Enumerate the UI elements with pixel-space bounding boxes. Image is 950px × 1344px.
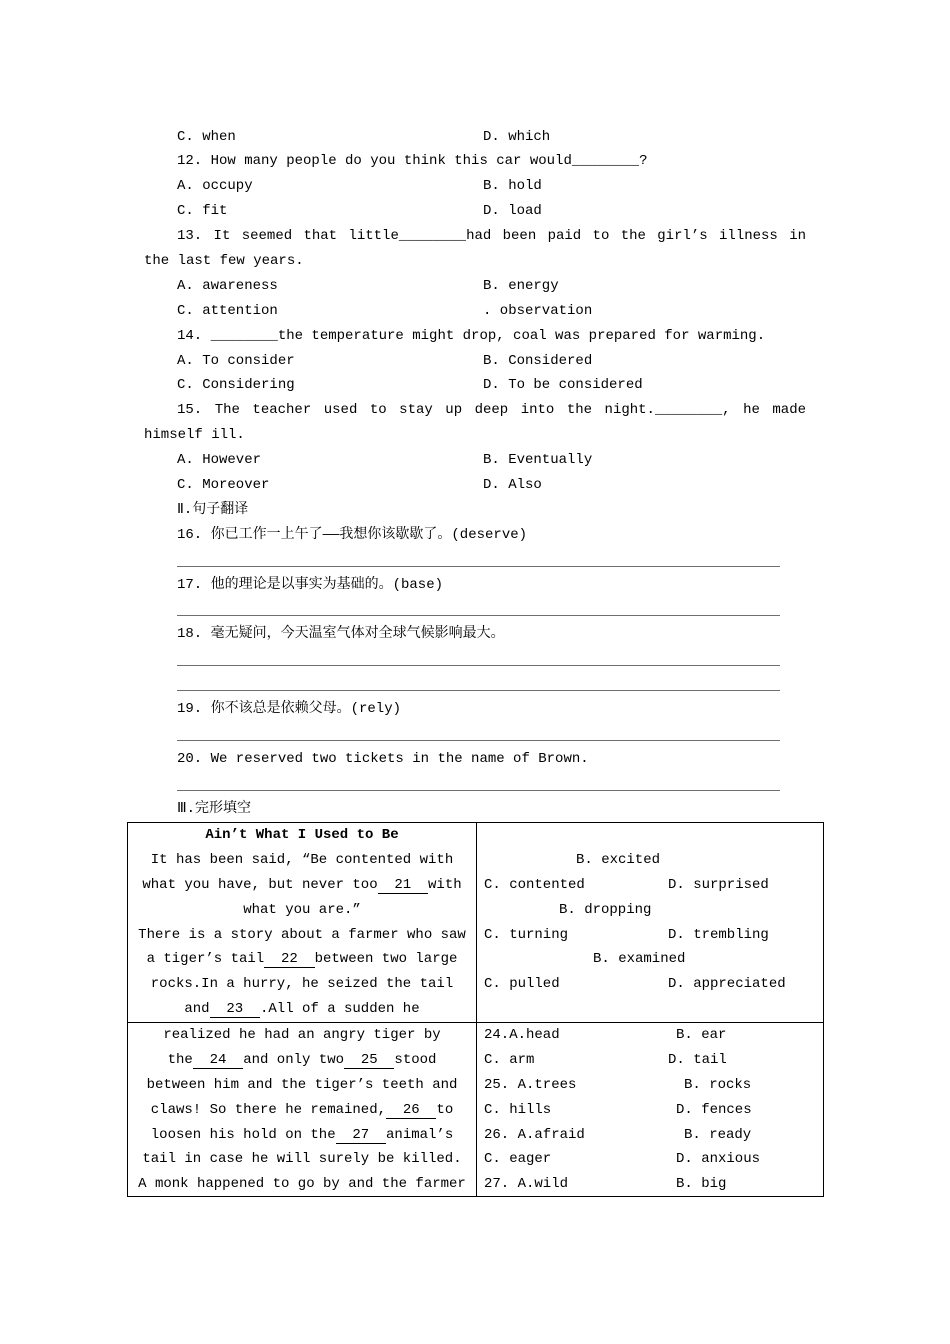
options-line [477, 1048, 823, 1073]
passage-text: what you are.” [243, 901, 361, 918]
q12-option-d: D. load [483, 203, 542, 220]
options-line [477, 873, 823, 898]
q24-option-d: D. tail [668, 1051, 727, 1068]
q25-option-b: B. rocks [684, 1076, 752, 1093]
passage-line [128, 1023, 476, 1048]
passage-text: a tiger’s tail [146, 951, 265, 968]
answer-line [177, 548, 780, 567]
q11-options-row [144, 125, 806, 150]
q27-option-b: B. big [676, 1176, 727, 1193]
passage-line [128, 1073, 476, 1098]
q12-options-row-cd [144, 199, 806, 224]
passage-text: between him and the tiger’s teeth and [146, 1076, 458, 1093]
q25-option-c: C. hills [484, 1101, 552, 1118]
passage-text: claws! So there he remained, [150, 1101, 387, 1118]
passage-text: .All of a sudden he [259, 1001, 420, 1018]
translation-prompt-18: 18. 毫无疑问，今天温室气体对全球气候影响最大。 [177, 626, 505, 643]
passage-text: rocks.In a hurry, he seized the tail [150, 976, 454, 993]
q25-option-d: D. fences [676, 1101, 752, 1118]
cloze-blank-22: 22 [264, 951, 314, 968]
q15-stem-line1: 15. The teacher used to stay up deep into the night.________, he made [177, 402, 806, 419]
passage-text: loosen his hold on the [150, 1126, 336, 1143]
answer-line [177, 772, 780, 791]
options-line [477, 1023, 823, 1048]
q15-option-b: B. Eventually [483, 452, 593, 469]
options-line [477, 898, 823, 923]
q22-option-d: D. trembling [668, 926, 769, 943]
q13-options-row-ab [144, 274, 806, 299]
cloze-title: Ain’t What I Used to Be [205, 827, 399, 843]
q27-option-a: 27. A.wild [484, 1176, 569, 1193]
q25-option-a: 25. A.trees [484, 1076, 577, 1093]
options-line [477, 1147, 823, 1172]
q14-stem: 14. ________the temperature might drop, coal was prepared for warming. [177, 327, 766, 344]
q15-options-row-cd [144, 473, 806, 498]
q26-option-a: 26. A.afraid [484, 1126, 585, 1143]
passage-line [128, 997, 476, 1022]
passage-line [128, 1123, 476, 1148]
cloze-blank-27: 27 [336, 1127, 386, 1144]
passage-line [128, 1172, 476, 1197]
cloze-table [127, 822, 824, 1197]
options-line [477, 848, 823, 873]
q26-option-b: B. ready [684, 1126, 752, 1143]
passage-line [128, 873, 476, 898]
q23-option-d: D. appreciated [668, 976, 786, 993]
q12-option-a: A. occupy [177, 178, 253, 195]
cloze-options-cell [477, 1023, 823, 1196]
passage-text: It has been said, “Be contented with [150, 851, 454, 868]
translation-heading: Ⅱ.句子翻译 [177, 501, 249, 518]
q26-option-c: C. eager [484, 1151, 552, 1168]
q11-option-d: D. which [483, 128, 551, 145]
passage-line [128, 898, 476, 923]
q13-options-row-cd [144, 299, 806, 324]
q24-option-c: C. arm [484, 1051, 535, 1068]
q23-option-b: B. examined [593, 951, 686, 968]
cloze-blank-21: 21 [378, 877, 428, 894]
q21-option-b: B. excited [576, 851, 661, 868]
cloze-passage-cell [128, 1023, 477, 1196]
q15-option-a: A. However [177, 452, 262, 469]
options-line [477, 1172, 823, 1197]
passage-text: with [428, 876, 462, 893]
q12-option-b: B. hold [483, 178, 542, 195]
q14-options-row-ab [144, 349, 806, 374]
options-line [477, 972, 823, 997]
options-line [477, 1073, 823, 1098]
passage-text: what you have, but never too [142, 876, 378, 893]
q23-option-c: C. pulled [484, 976, 560, 993]
cloze-table-row [128, 1023, 823, 1196]
passage-text: animal’s [386, 1126, 454, 1143]
cloze-blank-26: 26 [386, 1102, 436, 1119]
answer-line [177, 722, 780, 741]
options-line [477, 1123, 823, 1148]
passage-line [128, 947, 476, 972]
passage-text: stood [394, 1051, 437, 1068]
q24-option-a: 24.A.head [484, 1027, 560, 1043]
q13-option-b: B. energy [483, 277, 559, 294]
passage-text: and [184, 1001, 210, 1018]
q14-option-b: B. Considered [483, 352, 593, 369]
passage-line [128, 848, 476, 873]
passage-line [128, 972, 476, 997]
translation-prompt-20: 20. We reserved two tickets in the name of Brown. [177, 750, 589, 767]
translation-prompt-17: 17. 他的理论是以事实为基础的。(base) [177, 576, 444, 593]
q26-option-d: D. anxious [676, 1151, 761, 1168]
q14-options-row-cd [144, 373, 806, 398]
passage-text: There is a story about a farmer who saw [138, 926, 466, 943]
options-line-empty [477, 823, 823, 848]
passage-text: the [167, 1051, 193, 1068]
translation-prompt-16: 16. 你已工作一上午了——我想你该歇歇了。(deserve) [177, 526, 528, 543]
answer-line [177, 647, 780, 666]
cloze-blank-25: 25 [344, 1052, 394, 1069]
q14-option-a: A. To consider [177, 352, 295, 369]
passage-text: to [436, 1101, 454, 1118]
passage-text: tail in case he will surely be killed. [142, 1151, 462, 1168]
q13-option-c: C. attention [177, 302, 278, 319]
q11-option-c: C. when [177, 128, 236, 145]
cloze-heading: Ⅲ.完形填空 [177, 800, 252, 817]
cloze-options-cell [477, 823, 823, 1022]
q21-option-c: C. contented [484, 876, 585, 893]
cloze-passage-cell [128, 823, 477, 1022]
q12-option-c: C. fit [177, 203, 228, 220]
cloze-blank-23: 23 [210, 1001, 260, 1018]
options-line [477, 923, 823, 948]
q12-options-row-ab [144, 174, 806, 199]
q21-option-d: D. surprised [668, 876, 769, 893]
page-content [144, 125, 806, 822]
q15-option-c: C. Moreover [177, 476, 270, 493]
q15-stem-line2: himself ill. [144, 427, 245, 444]
q13-stem-line1: 13. It seemed that little________had been paid to the girl’s illness in [177, 228, 806, 245]
options-line [477, 1098, 823, 1123]
q14-option-c: C. Considering [177, 377, 295, 394]
passage-line [128, 923, 476, 948]
q15-options-row-ab [144, 448, 806, 473]
q13-stem-line2: the last few years. [144, 252, 304, 269]
answer-line [177, 597, 780, 616]
passage-text: realized he had an angry tiger by [163, 1027, 441, 1043]
q24-option-b: B. ear [676, 1027, 727, 1043]
q13-option-d: . observation [483, 302, 593, 319]
passage-line [128, 1147, 476, 1172]
q15-option-d: D. Also [483, 476, 542, 493]
passage-text: and only two [243, 1051, 345, 1068]
cloze-blank-24: 24 [193, 1052, 243, 1069]
answer-line [177, 672, 780, 691]
passage-line [128, 1098, 476, 1123]
q13-option-a: A. awareness [177, 277, 278, 294]
passage-line [128, 1048, 476, 1073]
q12-stem: 12. How many people do you think this car would________? [177, 153, 648, 170]
passage-text: A monk happened to go by and the farmer [138, 1176, 466, 1193]
translation-prompt-19: 19. 你不该总是依赖父母。(rely) [177, 700, 402, 717]
passage-text: between two large [314, 951, 458, 968]
q14-option-d: D. To be considered [483, 377, 643, 394]
q22-option-c: C. turning [484, 926, 569, 943]
options-line [477, 947, 823, 972]
cloze-table-row [128, 823, 823, 1023]
q22-option-b: B. dropping [559, 901, 652, 918]
